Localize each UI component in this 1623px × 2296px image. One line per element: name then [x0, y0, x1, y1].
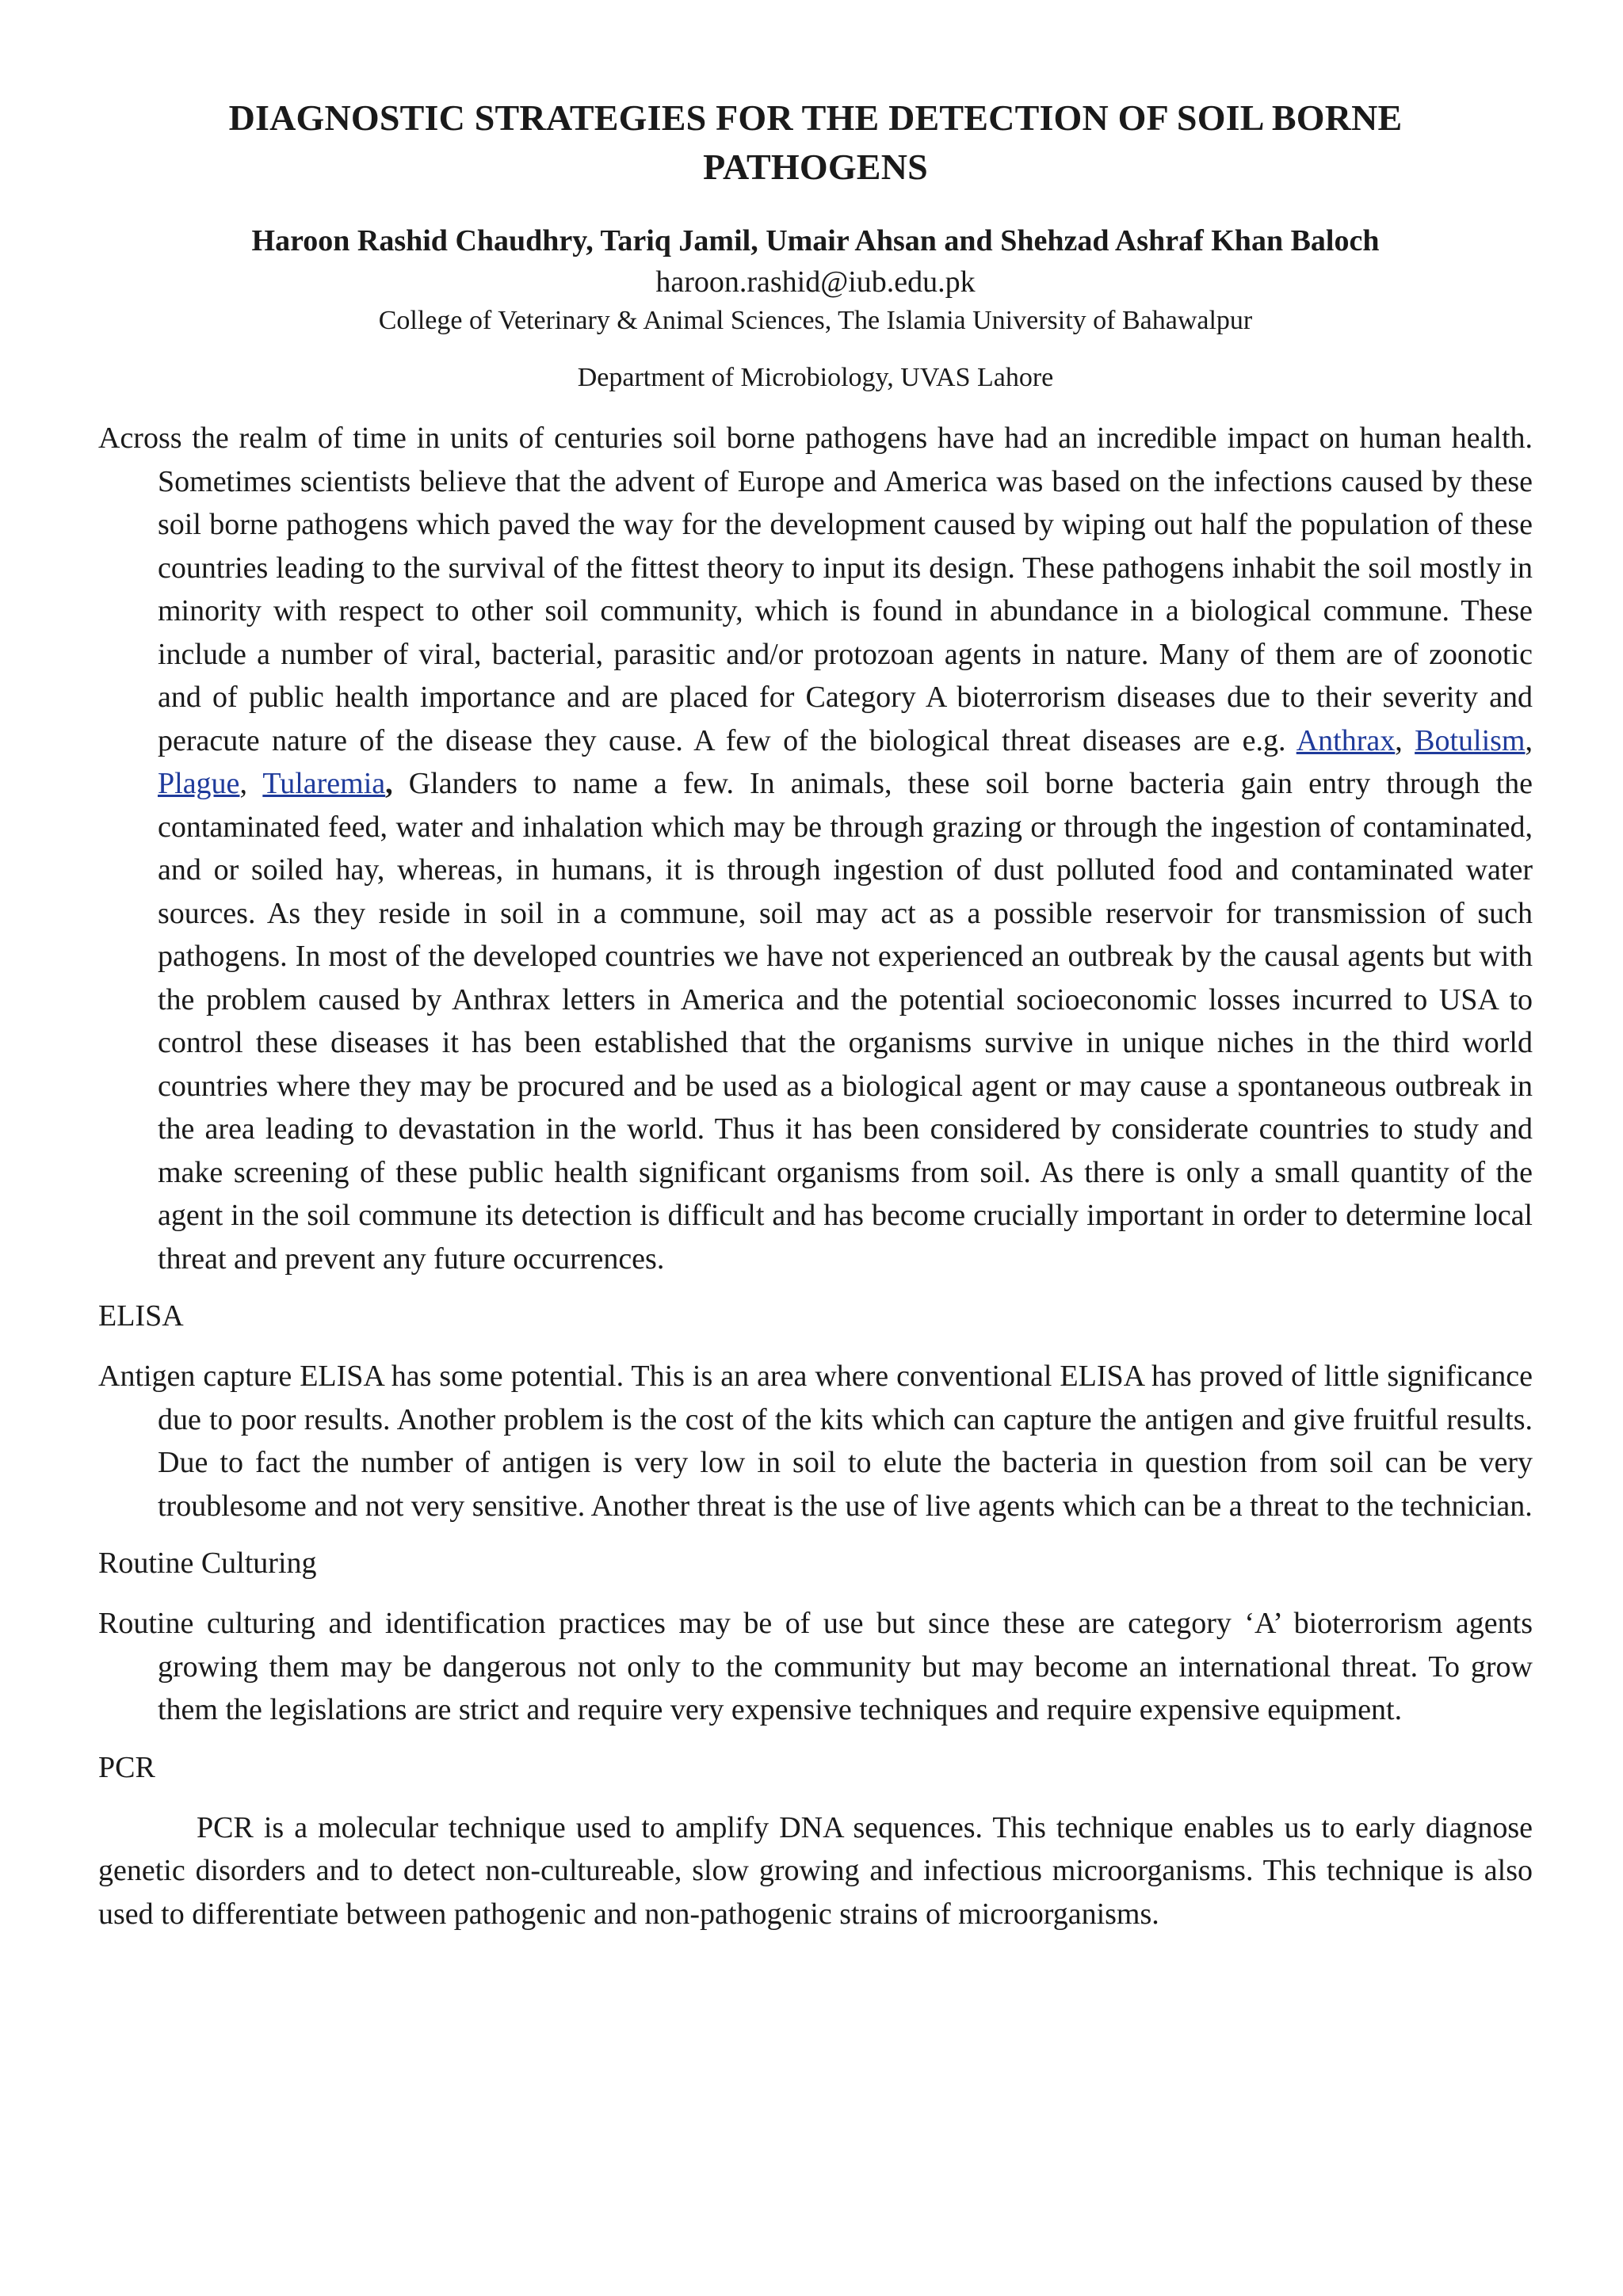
section-heading-culturing: Routine Culturing	[98, 1547, 317, 1580]
author-email: haroon.rashid@iub.edu.pk	[655, 265, 976, 299]
bold-comma: ,	[385, 767, 393, 800]
affiliation-secondary: Department of Microbiology, UVAS Lahore	[577, 363, 1054, 392]
section-heading-pcr: PCR	[98, 1750, 155, 1784]
link-separator: ,	[1525, 723, 1533, 757]
link-separator: ,	[1395, 723, 1415, 757]
affiliation-primary: College of Veterinary & Animal Sciences, The Islamia University of Bahawalpur	[378, 306, 1253, 335]
section-heading-elisa: ELISA	[98, 1299, 184, 1333]
author-list: Haroon Rashid Chaudhry, Tariq Jamil, Umair Ahsan and Shehzad Ashraf Khan Baloch	[251, 224, 1380, 257]
culturing-paragraph: Routine culturing and identification practices may be of use but since these are category ‘A’ bioterrorism agents growing them may be dangerous not only to the community but may become an international threat. To grow them the legislations are strict and require very expensive techniques and require expensive equipment.	[98, 1607, 1533, 1726]
intro-paragraph	[98, 417, 1533, 1280]
intro-text-part1: Across the realm of time in units of centuries soil borne pathogens have had an incredible impact on human health. Sometimes scientists believe that the advent of Europe and America was based on the infections caused by these soil borne pathogens which paved the way for the development caused by wiping out half the population of these countries leading to the survival of the fittest theory to input its design. These pathogens inhabit the soil mostly in minority with respect to other soil community, which is found in abundance in a biological commune. These include a number of viral, bacterial, parasitic and/or protozoan agents in nature. Many of them are of zoonotic and of public health importance and are placed for Category A bioterrorism diseases due to their severity and peracute nature of the disease they cause. A few of the biological threat diseases are e.g.	[98, 421, 1533, 757]
link-tularemia[interactable]: Tularemia	[262, 767, 386, 800]
pcr-paragraph: PCR is a molecular technique used to amplify DNA sequences. This technique enables us to early diagnose genetic disorders and to detect non-cultureable, slow growing and infectious microorganisms. This technique is also used to differentiate between pathogenic and non-pathogenic strains of microorganisms.	[98, 1810, 1533, 1931]
elisa-paragraph: Antigen capture ELISA has some potential. This is an area where conventional ELISA has proved of little significance due to poor results. Another problem is the cost of the kits which can capture the antigen and give fruitful results. Due to fact the number of antigen is very low in soil to elute the bacteria in question from soil can be very troublesome and not very sensitive. Another threat is the use of live agents which can be a threat to the technician.	[98, 1360, 1533, 1523]
link-botulism[interactable]: Botulism	[1415, 723, 1526, 757]
link-separator: ,	[239, 767, 263, 800]
link-plague[interactable]: Plague	[158, 767, 240, 800]
link-anthrax[interactable]: Anthrax	[1296, 723, 1396, 757]
intro-text-part2: Glanders to name a few. In animals, these soil borne bacteria gain entry through the contaminated feed, water and inhalation which may be through grazing or through the ingestion of contaminated, and or soiled hay, whereas, in humans, it is through ingestion of dust polluted food and contaminated water sources. As they reside in soil in a commune, soil may act as a possible reservoir for transmission of such pathogens. In most of the developed countries we have not experienced an outbreak by the causal agents but with the problem caused by Anthrax letters in America and the potential socioeconomic losses incurred to USA to control these diseases it has been established that the organisms survive in unique niches in the third world countries where they may be procured and be used as a biological agent or may cause a spontaneous outbreak in the area leading to devastation in the world. Thus it has been considered by considerate countries to study and make screening of these public health significant organisms from soil. As there is only a small quantity of the agent in the soil commune its detection is difficult and has become crucially important in order to determine local threat and prevent any future occurrences.	[158, 767, 1533, 1276]
paper-title: DIAGNOSTIC STRATEGIES FOR THE DETECTION OF SOIL BORNE PATHOGENS	[228, 97, 1403, 187]
